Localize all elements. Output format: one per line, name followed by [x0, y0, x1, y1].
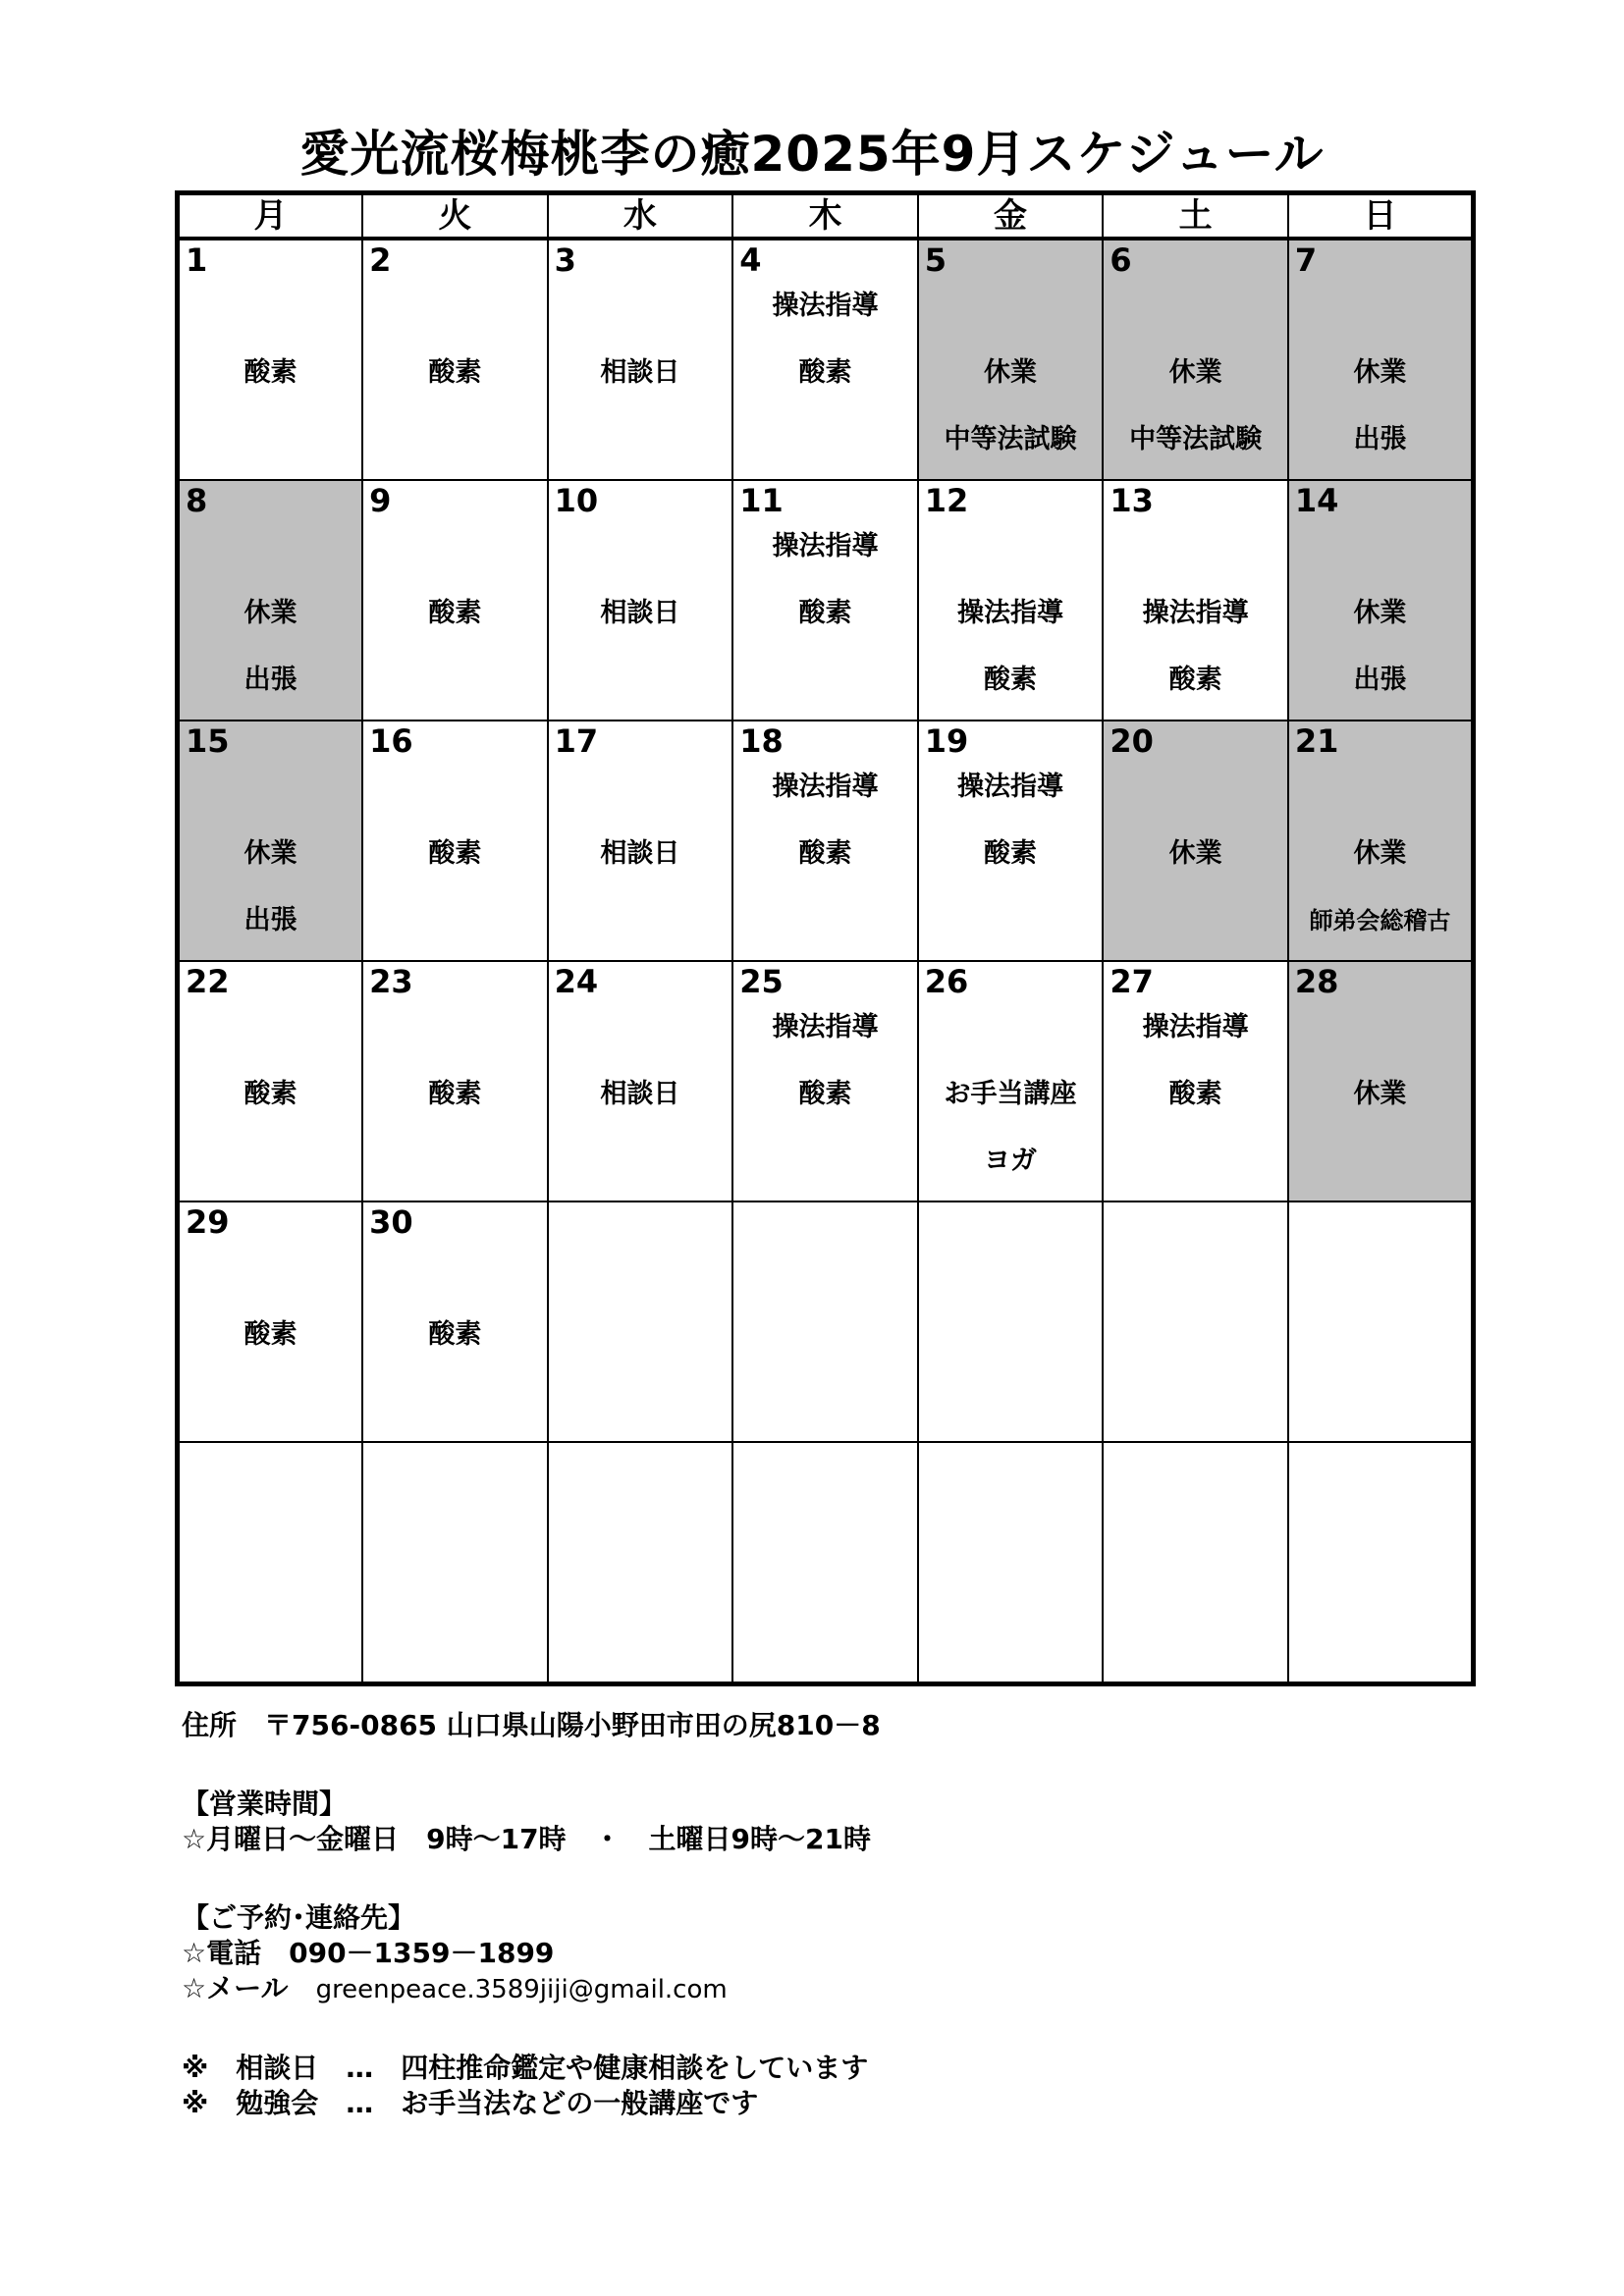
- event-label: 操法指導: [957, 598, 1064, 628]
- day-number: 3: [554, 241, 576, 279]
- day-number: 12: [924, 482, 969, 519]
- day-cell: [1288, 1201, 1474, 1442]
- day-cell: [1288, 1442, 1474, 1684]
- event-label: 出張: [244, 905, 298, 935]
- email-line: [182, 1971, 1458, 2007]
- schedule-calendar: [175, 190, 1476, 1686]
- event-label: 操法指導: [772, 772, 879, 802]
- day-number: 9: [369, 482, 392, 519]
- day-cell: [732, 961, 918, 1201]
- event-label: 休業: [1353, 838, 1407, 869]
- event-label: 操法指導: [1142, 1012, 1249, 1042]
- day-number: 2: [369, 241, 392, 279]
- week-row: [178, 1442, 1474, 1684]
- event-label: 操法指導: [957, 772, 1064, 802]
- event-label: 休業: [244, 598, 298, 628]
- event-label: 酸素: [428, 598, 482, 628]
- event-label: 師弟会総稽古: [1309, 907, 1451, 934]
- day-cell: [362, 1201, 548, 1442]
- day-cell: [178, 239, 363, 480]
- hours-heading: 【営業時間】: [182, 1788, 348, 1820]
- day-cell: [918, 721, 1104, 961]
- event-label: 休業: [984, 357, 1038, 388]
- weekday-thu: 木: [732, 193, 918, 240]
- weekday-tue: 火: [362, 193, 548, 240]
- day-number: 16: [369, 722, 413, 760]
- day-cell: [1103, 961, 1288, 1201]
- day-cell: [548, 239, 733, 480]
- event-label: 休業: [1353, 357, 1407, 388]
- email-address[interactable]: greenpeace.3589jiji@gmail.com: [315, 1975, 728, 2004]
- day-cell: [918, 480, 1104, 721]
- event-label: 中等法試験: [1129, 424, 1263, 454]
- note-study: ※ 勉強会 … お手当法などの一般講座です: [182, 2087, 759, 2119]
- contact-heading: 【ご予約･連絡先】: [182, 1901, 416, 1934]
- day-cell: [548, 1442, 733, 1684]
- week-row: [178, 721, 1474, 961]
- day-cell: [548, 480, 733, 721]
- event-label: 休業: [1168, 838, 1222, 869]
- day-number: 1: [186, 241, 208, 279]
- event-label: 酸素: [428, 1079, 482, 1109]
- event-label: 酸素: [984, 838, 1038, 869]
- day-cell: [362, 239, 548, 480]
- event-label: 相談日: [600, 1079, 680, 1109]
- event-label: 酸素: [428, 357, 482, 388]
- day-number: 22: [186, 963, 230, 1000]
- address-line: [182, 1708, 1458, 1743]
- day-cell: [918, 961, 1104, 1201]
- day-number: 15: [186, 722, 230, 760]
- event-label: 中等法試験: [944, 424, 1077, 454]
- weekday-sat: 土: [1103, 193, 1288, 240]
- calendar-body: [178, 239, 1474, 1684]
- day-number: 24: [554, 963, 599, 1000]
- day-cell: [732, 480, 918, 721]
- day-number: 20: [1110, 722, 1154, 760]
- day-cell: [548, 721, 733, 961]
- day-cell: [732, 1201, 918, 1442]
- day-number: 23: [369, 963, 413, 1000]
- day-cell: [918, 239, 1104, 480]
- weekday-fri: 金: [918, 193, 1104, 240]
- day-number: 27: [1110, 963, 1154, 1000]
- day-number: 30: [369, 1203, 413, 1241]
- event-label: 酸素: [1168, 665, 1222, 695]
- day-number: 6: [1110, 241, 1132, 279]
- page-title: 愛光流桜梅桃李の癒2025年9月スケジュール: [299, 126, 1325, 183]
- day-cell: [178, 1442, 363, 1684]
- event-label: 出張: [1353, 424, 1407, 454]
- event-label: 酸素: [1168, 1079, 1222, 1109]
- note-consultation: ※ 相談日 … 四柱推命鑑定や健康相談をしています: [182, 2052, 869, 2084]
- day-number: 11: [739, 482, 784, 519]
- day-cell: [1103, 480, 1288, 721]
- address-label: 住所: [182, 1709, 238, 1741]
- event-label: 出張: [244, 665, 298, 695]
- day-cell: [1103, 239, 1288, 480]
- event-label: お手当講座: [944, 1079, 1077, 1109]
- week-row: [178, 961, 1474, 1201]
- event-label: 酸素: [984, 665, 1038, 695]
- day-number: 7: [1294, 241, 1318, 279]
- day-cell: [178, 1201, 363, 1442]
- day-cell: [178, 961, 363, 1201]
- day-number: 25: [739, 963, 784, 1000]
- day-cell: [1288, 721, 1474, 961]
- phone-line: ☆電話 090－1359－1899: [182, 1937, 555, 1969]
- event-label: 相談日: [600, 838, 680, 869]
- day-cell: [362, 961, 548, 1201]
- day-cell: [1103, 721, 1288, 961]
- event-label: 相談日: [600, 357, 680, 388]
- event-label: 操法指導: [772, 1012, 879, 1042]
- event-label: 酸素: [798, 1079, 852, 1109]
- weekday-sun: 日: [1288, 193, 1474, 240]
- event-label: 酸素: [244, 1319, 298, 1350]
- address-text: 〒756-0865 山口県山陽小野田市田の尻810－8: [264, 1709, 881, 1741]
- day-number: 4: [739, 241, 762, 279]
- event-label: 酸素: [244, 1079, 298, 1109]
- day-number: 14: [1294, 482, 1339, 519]
- weekday-wed: 水: [548, 193, 733, 240]
- day-number: 18: [739, 722, 784, 760]
- day-number: 21: [1294, 722, 1339, 760]
- day-cell: [1288, 239, 1474, 480]
- event-label: 出張: [1353, 665, 1407, 695]
- event-label: 休業: [1168, 357, 1222, 388]
- day-number: 13: [1110, 482, 1154, 519]
- info-section: [182, 1708, 1458, 2121]
- day-number: 19: [924, 722, 969, 760]
- day-cell: [1288, 480, 1474, 721]
- weekday-mon: 月: [178, 193, 363, 240]
- email-label: ☆メール: [182, 1972, 289, 2004]
- day-number: 28: [1294, 963, 1339, 1000]
- day-number: 8: [186, 482, 208, 519]
- day-number: 17: [554, 722, 599, 760]
- day-cell: [732, 1442, 918, 1684]
- event-label: 酸素: [798, 598, 852, 628]
- day-cell: [732, 721, 918, 961]
- day-number: 29: [186, 1203, 230, 1241]
- day-number: 26: [924, 963, 969, 1000]
- event-label: 休業: [1353, 1079, 1407, 1109]
- event-label: 酸素: [244, 357, 298, 388]
- day-cell: [1103, 1201, 1288, 1442]
- week-row: [178, 1201, 1474, 1442]
- day-number: 5: [924, 241, 947, 279]
- day-number: 10: [554, 482, 599, 519]
- day-cell: [1103, 1442, 1288, 1684]
- weekday-header-row: [178, 193, 1474, 240]
- day-cell: [1288, 961, 1474, 1201]
- event-label: 休業: [244, 838, 298, 869]
- day-cell: [732, 239, 918, 480]
- event-label: 酸素: [428, 838, 482, 869]
- day-cell: [362, 1442, 548, 1684]
- week-row: [178, 239, 1474, 480]
- event-label: ヨガ: [984, 1146, 1038, 1176]
- day-cell: [362, 480, 548, 721]
- event-label: 操法指導: [772, 291, 879, 321]
- day-cell: [548, 961, 733, 1201]
- hours-text: ☆月曜日～金曜日 9時～17時 ・ 土曜日9時～21時: [182, 1823, 871, 1855]
- day-cell: [548, 1201, 733, 1442]
- day-cell: [362, 721, 548, 961]
- event-label: 操法指導: [1142, 598, 1249, 628]
- day-cell: [918, 1201, 1104, 1442]
- event-label: 酸素: [798, 357, 852, 388]
- event-label: 酸素: [798, 838, 852, 869]
- event-label: 休業: [1353, 598, 1407, 628]
- event-label: 相談日: [600, 598, 680, 628]
- event-label: 酸素: [428, 1319, 482, 1350]
- day-cell: [178, 480, 363, 721]
- event-label: 操法指導: [772, 531, 879, 561]
- day-cell: [178, 721, 363, 961]
- day-cell: [918, 1442, 1104, 1684]
- week-row: [178, 480, 1474, 721]
